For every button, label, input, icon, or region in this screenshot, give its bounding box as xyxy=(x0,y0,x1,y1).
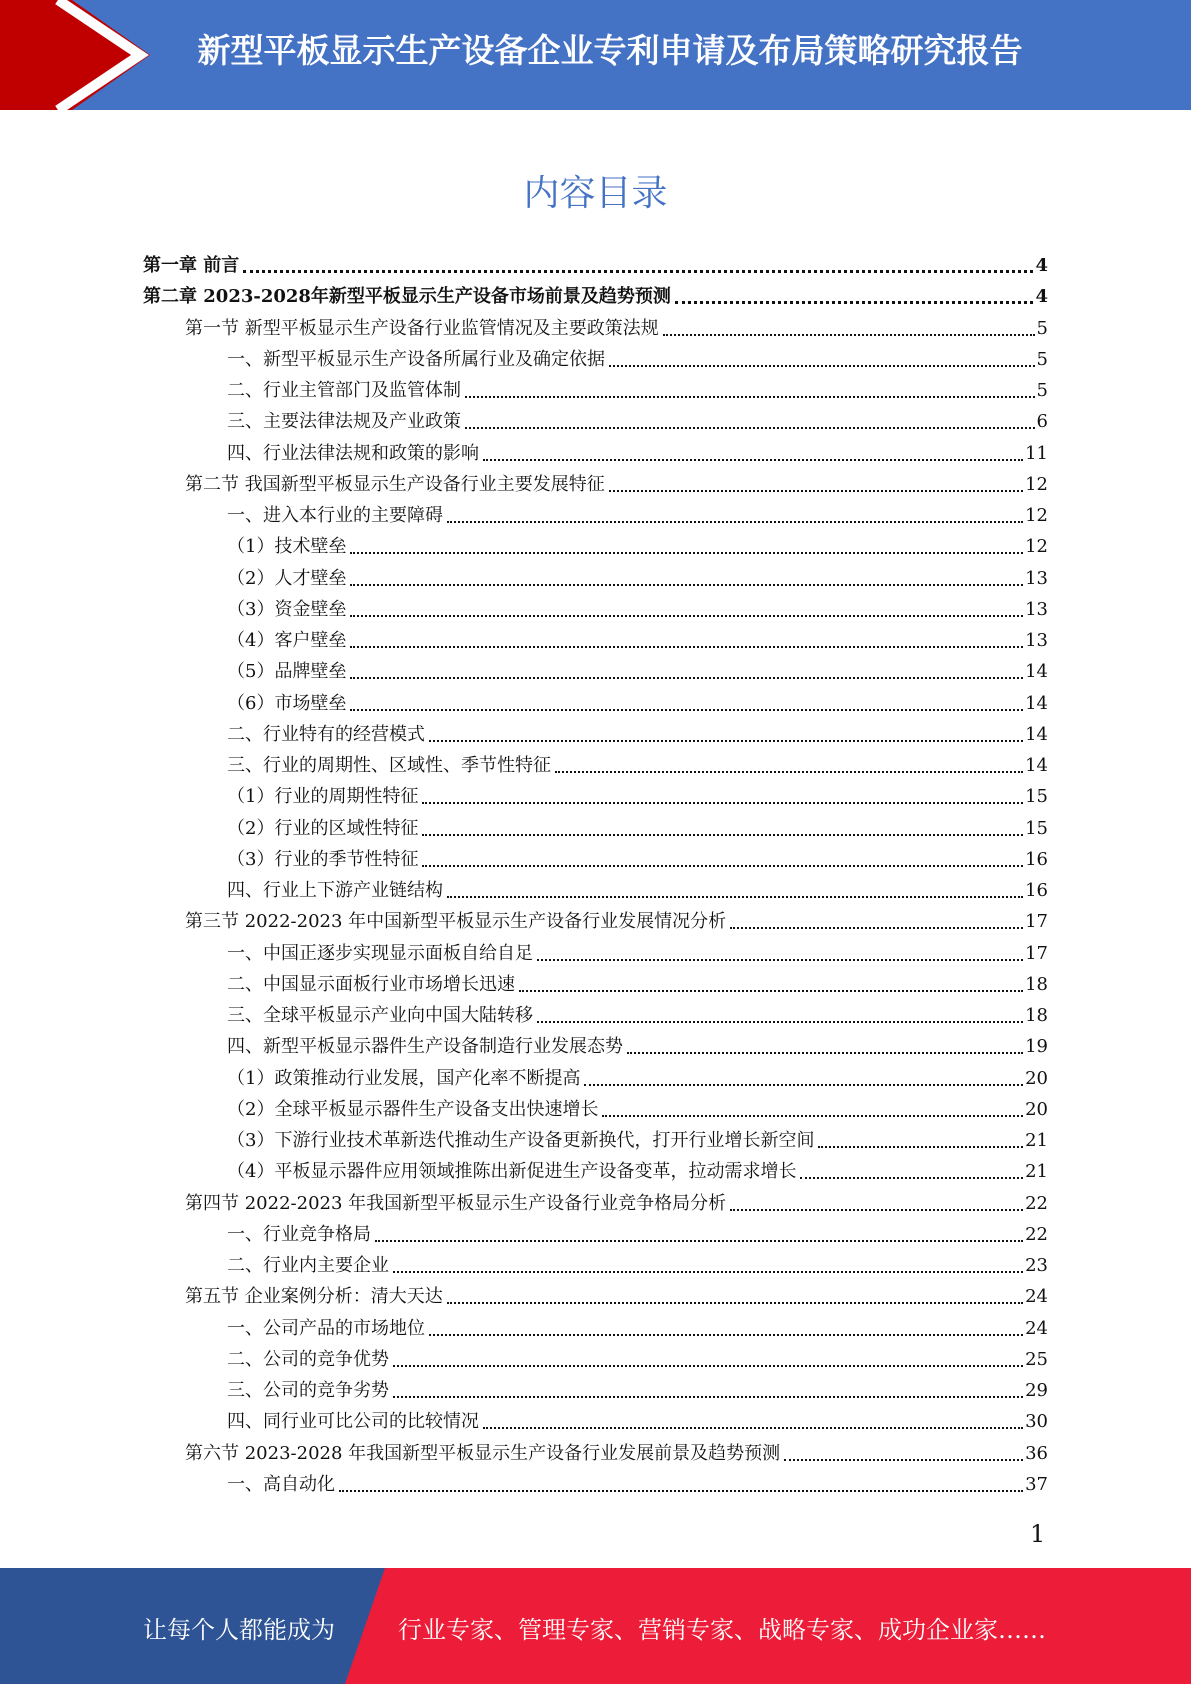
toc-entry-title: （2）人才壁垒 xyxy=(227,567,347,589)
toc-entry-title: 第一节 新型平板显示生产设备行业监管情况及主要政策法规 xyxy=(185,317,659,339)
toc-entry-title: 一、公司产品的市场地位 xyxy=(227,1317,425,1339)
toc-entry-title: 二、行业主管部门及监管体制 xyxy=(227,380,461,401)
toc-dot-leader xyxy=(447,895,1023,898)
toc-entry-page: 16 xyxy=(1025,880,1048,901)
toc-entry-page: 4 xyxy=(1035,286,1048,308)
toc-dot-leader xyxy=(730,926,1023,929)
toc-entry-page: 13 xyxy=(1025,598,1048,620)
toc-entry[interactable] xyxy=(227,1316,1048,1342)
toc-entry-title: 三、公司的竞争劣势 xyxy=(227,1380,389,1401)
toc-entry[interactable] xyxy=(227,784,1048,810)
toc-entry-title: 第四节 2022-2023 年我国新型平板显示生产设备行业竞争格局分析 xyxy=(185,1192,727,1214)
page-footer xyxy=(0,1568,1191,1684)
toc-dot-leader xyxy=(537,958,1023,961)
toc-entry-page: 5 xyxy=(1036,380,1048,401)
toc-dot-leader xyxy=(784,1458,1023,1461)
toc-entry-page: 5 xyxy=(1036,317,1048,339)
toc-entry-page: 11 xyxy=(1025,442,1048,464)
toc-entry-page: 36 xyxy=(1025,1442,1048,1464)
toc-entry-page: 5 xyxy=(1036,348,1048,370)
toc-dot-leader xyxy=(339,1489,1023,1492)
toc-entry-page: 21 xyxy=(1025,1161,1048,1183)
toc-entry-title: （4）客户壁垒 xyxy=(227,630,347,651)
toc-entry-title: 一、高自动化 xyxy=(227,1473,335,1495)
toc-entry[interactable] xyxy=(227,1003,1048,1029)
toc-entry-page: 20 xyxy=(1025,1098,1048,1120)
toc-entry[interactable] xyxy=(227,534,1048,560)
toc-dot-leader xyxy=(350,645,1023,648)
toc-entry[interactable] xyxy=(227,1222,1048,1248)
toc-dot-leader xyxy=(422,833,1023,836)
toc-entry-page: 22 xyxy=(1025,1192,1048,1214)
toc-entry-title: 四、同行业可比公司的比较情况 xyxy=(227,1411,479,1433)
toc-dot-leader xyxy=(350,551,1023,554)
toc-entry-page: 12 xyxy=(1025,473,1048,495)
toc-entry-title: 第二章 2023-2028年新型平板显示生产设备市场前景及趋势预测 xyxy=(143,286,671,308)
toc-entry-page: 37 xyxy=(1025,1473,1048,1495)
toc-entry-title: （1）行业的周期性特征 xyxy=(227,786,419,808)
toc-entry-page: 29 xyxy=(1025,1380,1048,1401)
toc-entry-title: 三、主要法律法规及产业政策 xyxy=(227,411,461,433)
toc-entry[interactable] xyxy=(227,722,1048,748)
report-title: 新型平板显示生产设备企业专利申请及布局策略研究报告 xyxy=(197,31,1023,70)
toc-entry[interactable] xyxy=(227,1159,1048,1185)
toc-entry-page: 21 xyxy=(1025,1130,1048,1151)
toc-entry-title: 四、新型平板显示器件生产设备制造行业发展态势 xyxy=(227,1036,623,1058)
toc-entry[interactable] xyxy=(227,816,1048,842)
toc-dot-leader xyxy=(422,864,1023,867)
footer-roles: 行业专家、管理专家、营销专家、战略专家、成功企业家…… xyxy=(398,1616,1046,1644)
toc-dot-leader xyxy=(350,708,1023,711)
toc-entry-page: 17 xyxy=(1025,911,1048,933)
toc-entry[interactable] xyxy=(227,1472,1048,1498)
toc-entry[interactable] xyxy=(227,941,1048,967)
toc-entry[interactable] xyxy=(227,1347,1048,1373)
toc-entry-page: 13 xyxy=(1025,567,1048,589)
toc-dot-leader xyxy=(537,1020,1023,1023)
toc-entry-page: 25 xyxy=(1025,1348,1048,1370)
toc-entry-page: 15 xyxy=(1025,817,1048,839)
toc-dot-leader xyxy=(465,395,1035,398)
toc-entry-title: （4）平板显示器件应用领域推陈出新促进生产设备变革，拉动需求增长 xyxy=(227,1161,797,1183)
toc-dot-leader xyxy=(350,676,1023,679)
toc-entry-title: （1）政策推动行业发展，国产化率不断提高 xyxy=(227,1067,581,1089)
toc-entry[interactable] xyxy=(227,753,1048,779)
toc-dot-leader xyxy=(447,520,1023,523)
toc-dot-leader xyxy=(555,770,1023,773)
toc-entry-title: 第六节 2023-2028 年我国新型平板显示生产设备行业发展前景及趋势预测 xyxy=(185,1442,781,1464)
toc-entry[interactable] xyxy=(143,284,1048,310)
toc-entry-page: 13 xyxy=(1025,630,1048,651)
toc-entry-title: 二、公司的竞争优势 xyxy=(227,1348,389,1370)
toc-entry[interactable] xyxy=(227,1253,1048,1279)
toc-entry-page: 15 xyxy=(1025,786,1048,808)
toc-dot-leader xyxy=(375,1239,1023,1242)
toc-dot-leader xyxy=(422,801,1023,804)
toc-entry[interactable] xyxy=(227,691,1048,717)
toc-entry-title: 第三节 2022-2023 年中国新型平板显示生产设备行业发展情况分析 xyxy=(185,911,727,933)
toc-entry[interactable] xyxy=(227,1097,1048,1123)
toc-entry-page: 19 xyxy=(1025,1036,1048,1058)
toc-dot-leader xyxy=(609,489,1023,492)
toc-dot-leader xyxy=(627,1051,1023,1054)
toc-entry[interactable] xyxy=(227,378,1048,404)
toc-entry-page: 30 xyxy=(1025,1411,1048,1433)
toc-dot-leader xyxy=(519,989,1023,992)
toc-dot-leader xyxy=(393,1364,1023,1367)
toc-dot-leader xyxy=(602,1114,1023,1117)
footer-slogan: 让每个人都能成为 xyxy=(143,1616,335,1644)
toc-dot-leader xyxy=(429,1333,1023,1336)
toc-entry-page: 14 xyxy=(1025,755,1048,776)
toc-entry[interactable] xyxy=(227,878,1048,904)
toc-dot-leader xyxy=(483,1426,1023,1429)
toc-entry[interactable] xyxy=(227,1128,1048,1154)
toc-entry-title: 三、全球平板显示产业向中国大陆转移 xyxy=(227,1005,533,1026)
toc-entry-page: 18 xyxy=(1025,973,1048,995)
toc-entry-title: 一、进入本行业的主要障碍 xyxy=(227,505,443,526)
toc-entry[interactable] xyxy=(227,1409,1048,1435)
toc-entry-title: （3）下游行业技术革新迭代推动生产设备更新换代，打开行业增长新空间 xyxy=(227,1130,815,1151)
toc-entry[interactable] xyxy=(227,597,1048,623)
toc-dot-leader xyxy=(393,1395,1023,1398)
toc-entry[interactable] xyxy=(227,972,1048,998)
toc-dot-leader xyxy=(243,269,1033,273)
toc-entry-page: 16 xyxy=(1025,848,1048,870)
toc-dot-leader xyxy=(609,364,1035,367)
toc-entry-title: （2）全球平板显示器件生产设备支出快速增长 xyxy=(227,1098,599,1120)
toc-entry-page: 23 xyxy=(1025,1255,1048,1276)
toc-heading: 内容目录 xyxy=(523,173,668,214)
toc-entry[interactable] xyxy=(227,659,1048,685)
toc-entry-page: 4 xyxy=(1035,255,1048,276)
toc-entry[interactable] xyxy=(185,909,1048,935)
toc-entry-page: 22 xyxy=(1025,1223,1048,1245)
toc-entry-page: 24 xyxy=(1025,1286,1048,1308)
toc-entry-title: （2）行业的区域性特征 xyxy=(227,817,419,839)
toc-entry-page: 6 xyxy=(1036,411,1048,433)
toc-dot-leader xyxy=(465,426,1035,429)
toc-entry[interactable] xyxy=(185,1284,1048,1310)
toc-dot-leader xyxy=(730,1208,1023,1211)
toc-entry-title: 一、中国正逐步实现显示面板自给自足 xyxy=(227,942,533,964)
page-header xyxy=(0,0,1191,110)
toc-entry-page: 14 xyxy=(1025,661,1048,683)
toc-dot-leader xyxy=(818,1145,1023,1148)
toc-entry[interactable] xyxy=(227,409,1048,435)
toc-entry[interactable] xyxy=(227,1066,1048,1092)
toc-entry-page: 18 xyxy=(1025,1005,1048,1026)
toc-entry-page: 24 xyxy=(1025,1317,1048,1339)
toc-dot-leader xyxy=(675,300,1034,304)
toc-entry[interactable] xyxy=(185,316,1048,342)
toc-entry[interactable] xyxy=(227,1034,1048,1060)
toc-entry[interactable] xyxy=(227,1378,1048,1404)
toc-entry-title: （5）品牌壁垒 xyxy=(227,661,347,683)
toc-dot-leader xyxy=(483,458,1023,461)
toc-entry[interactable] xyxy=(227,503,1048,529)
toc-dot-leader xyxy=(350,583,1023,586)
toc-dot-leader xyxy=(393,1270,1023,1273)
toc-entry-page: 14 xyxy=(1025,692,1048,714)
toc-dot-leader xyxy=(584,1083,1023,1086)
toc-entry[interactable] xyxy=(227,347,1048,373)
toc-entry[interactable] xyxy=(227,628,1048,654)
toc-entry-title: （3）行业的季节性特征 xyxy=(227,848,419,870)
toc-entry-page: 17 xyxy=(1025,942,1048,964)
toc-entry-title: 第一章 前言 xyxy=(143,255,240,276)
toc-entry[interactable] xyxy=(185,1191,1048,1217)
toc-entry[interactable] xyxy=(143,253,1048,279)
toc-entry-page: 12 xyxy=(1025,505,1048,526)
toc-entry-title: （6）市场壁垒 xyxy=(227,692,347,714)
toc-entry-title: （1）技术壁垒 xyxy=(227,536,347,558)
toc-dot-leader xyxy=(663,333,1035,336)
toc-entry-title: 二、中国显示面板行业市场增长迅速 xyxy=(227,973,515,995)
toc-entry-page: 12 xyxy=(1025,536,1048,558)
toc-entry-title: 一、新型平板显示生产设备所属行业及确定依据 xyxy=(227,348,605,370)
toc-entry[interactable] xyxy=(227,566,1048,592)
toc-entry-title: 二、行业特有的经营模式 xyxy=(227,723,425,745)
toc-entry[interactable] xyxy=(185,1441,1048,1467)
toc-entry-page: 20 xyxy=(1025,1067,1048,1089)
toc-entry-title: 四、行业法律法规和政策的影响 xyxy=(227,442,479,464)
toc-dot-leader xyxy=(350,614,1023,617)
toc-entry-title: 三、行业的周期性、区域性、季节性特征 xyxy=(227,755,551,776)
toc-entry-title: （3）资金壁垒 xyxy=(227,598,347,620)
toc-entry-title: 第二节 我国新型平板显示生产设备行业主要发展特征 xyxy=(185,473,605,495)
toc-entry-title: 二、行业内主要企业 xyxy=(227,1255,389,1276)
page-number: 1 xyxy=(1030,1520,1046,1548)
toc-entry-title: 一、行业竞争格局 xyxy=(227,1223,371,1245)
toc-entry-title: 第五节 企业案例分析：清大天达 xyxy=(185,1286,443,1308)
toc-entry[interactable] xyxy=(227,441,1048,467)
toc-dot-leader xyxy=(429,739,1023,742)
toc-entry[interactable] xyxy=(185,472,1048,498)
toc-dot-leader xyxy=(800,1176,1023,1179)
toc-entry[interactable] xyxy=(227,847,1048,873)
toc-entry-title: 四、行业上下游产业链结构 xyxy=(227,880,443,901)
toc-entry-page: 14 xyxy=(1025,723,1048,745)
toc-dot-leader xyxy=(447,1301,1023,1304)
